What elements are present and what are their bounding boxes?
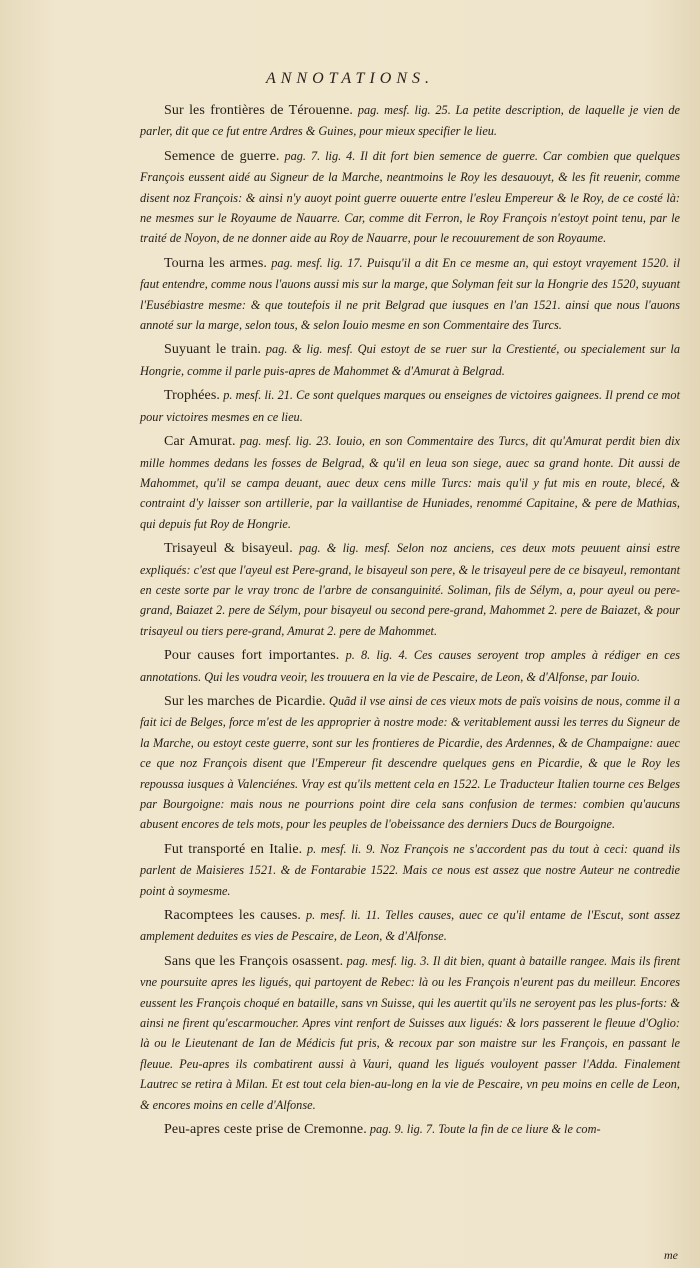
entry-comment: p. 8. lig. 4. Ces causes seroyent trop amples à rédiger en ces annotations. Qui les voudra veoir, les trouuera en la vie de Pescaire, de Leon, & d'Alfonse, par Iouio. <box>140 648 681 684</box>
entry-lemma: Suyuant le train. <box>164 342 262 358</box>
annotation-entry <box>140 645 680 687</box>
entry-comment: pag. & lig. mesf. Selon noz anciens, ces deux mots peuuent ainsi estre expliqués: c'est que l'ayeul est Pere-grand, le bisayeul son pere, & le trisayeul pere de ce bisayeul, remontant en ceste sorte par le vray tronc de l'arbre de consanguinité. Soliman, fils de Sélym, a, pour ayeul ou pere-grand, Baiazet 2. pere de Sélym, pour bisayeul ou second pere-grand, Mahommet 2. pere de Baiazet, & pour trisayeul ou tiers pere-grand, Amurat 2. pere de Mahommet. <box>140 541 680 638</box>
annotation-entry <box>140 538 680 641</box>
annotation-entry <box>140 839 680 901</box>
entry-lemma: Tourna les armes. <box>164 255 267 271</box>
annotation-entry <box>140 339 680 381</box>
entry-lemma: Sur les frontières de Térouenne. <box>164 103 354 118</box>
annotation-entry <box>140 691 680 835</box>
entry-comment: p. mesf. li. 11. Telles causes, auec ce qu'il entame de l'Escut, sont assez amplement deduites es vies de Pescaire, de Leon, & d'Alfonse. <box>140 908 680 944</box>
entry-comment: Quãd il vse ainsi de ces vieux mots de païs voisins de nous, comme il a fait ici de Belges, force m'est de les approprier à nostre mode: & veritablement aussi les terres du Signeur de la Marche, ou estoyt ceste guerre, sont sur les frontieres de Picardie, des Ardennes, & de Champaigne: auec ce que noz François disent que l'Empereur fit descendre quelques gens en Picardie, & que le Roy les repoussa iusques à Valenciénes. Vray est qu'ils mettent cela en 1522. Le Traducteur Italien tourne ces Belges par Bourgoigne: mais nous ne pourrions point dire cela sans confusion de termes: combien qu'aucuns abusent encores de tels mots, pour les peuples de l'obeissance des derniers Ducs de Bourgoigne. <box>140 693 680 832</box>
annotation-entry <box>140 385 680 427</box>
entry-comment: pag. 9. lig. 7. Toute la fin de ce liure & le com- <box>369 1122 601 1137</box>
entry-lemma: Trisayeul & bisayeul. <box>164 541 293 557</box>
entry-lemma: Sur les marches de Picardie. <box>164 693 326 709</box>
entry-lemma: Trophées. <box>164 388 220 404</box>
annotation-entry <box>140 951 680 1115</box>
annotations-body <box>140 100 680 1141</box>
entry-comment: pag. 7. lig. 4. Il dit fort bien semence de guerre. Car combien que quelques François eussent aidé au Signeur de la Marche, neantmoins le Roy les desauouyt, & les fit reuenir, comme disent noz François: & ainsi n'y auoyt point guerre ouuerte entre l'esleu Empereur & le Roy, de ce costé là: ne mesmes sur le Royaume de Nauarre. Car, comme dit Ferron, le Roy François n'estoyt point tenu, par le traité de Noyon, de ne donner aide au Roy de Nauarre, pour le recouurement de son Royaume. <box>140 148 680 246</box>
entry-comment: pag. mesf. lig. 17. Puisqu'il a dit En ce mesme an, qui estoyt vrayement 1520. il faut entendre, comme nous l'auons aussi mis sur la marge, que Solyman feit sur la Hongrie des 1520, suyuant l'Eusébiastre mesme: & que toutefois il ne prit Belgrad que iusques en l'an 1521. ainsi que nous l'auons annoté sur la marge, selon tous, & selon Iouio mesme en son Commentaire des Turcs. <box>140 255 680 333</box>
entry-lemma: Car Amurat. <box>164 434 236 450</box>
entry-comment: pag. mesf. lig. 3. Il dit bien, quant à bataille rangee. Mais ils firent vne poursuite apres les ligués, qui partoyent de Rebec: là ou les François n'eurent pas du meilleur. Encores eussent les François choqué en bataille, sans vn Suisse, qui les auertit qu'ils ne seroyent pas les plus-forts: & ainsi ne firent qu'escarmoucher. Apres vint renfort de Suisses aux ligués: & lors passerent le fleuue d'Oglio: là ou le Lieutenant de Ian de Médicis fut pris, & recoux par son maistre sur les François, en passant le fleuue. Peu-apres ils combatirent aussi à Vauri, quand les ligués vouloyent passer l'Adda. Finalement Lautrec se retira à Milan. Et est tout cela bien-au-long en la vie de Pescaire, vn peu moins en celle de Leon, & encores moins en celle d'Alfonse. <box>140 953 680 1112</box>
entry-comment: p. mesf. li. 9. Noz François ne s'accordent pas du tout à ceci: quand ils parlent de Maisieres 1521. & de Fontarabie 1522. Mais ce nous est assez que nostre Auteur ne contredie point à soymesme. <box>140 841 680 898</box>
entry-comment: pag. & lig. mesf. Qui estoyt de se ruer sur la Crestienté, ou specialement sur la Hongrie, comme il parle puis-apres de Mahommet & d'Amurat à Belgrad. <box>140 342 680 378</box>
annotation-entry <box>140 253 680 336</box>
annotation-entry <box>140 431 680 534</box>
catchword: me <box>664 1248 678 1262</box>
entry-lemma: Pour causes fort importantes. <box>164 648 340 664</box>
entry-comment: pag. mesf. lig. 23. Iouio, en son Commentaire des Turcs, dit qu'Amurat perdit bien dix mille hommes dedans les fosses de Belgrad, & qu'il en leua son siege, auec sa grand honte. Dit aussi de Mahommet, qu'il se campa deuant, auec deux cens mille Turcs: mais qu'il y fut mis en route, blecé, & contraint d'y laisser son artillerie, par la vaillantise de Huniades, renommé Capitaine, & pere de Mathias, qui depuis fut Roy de Hongrie. <box>140 434 680 531</box>
annotation-entry <box>140 100 680 142</box>
running-head: ANNOTATIONS. <box>265 70 434 87</box>
entry-comment: pag. mesf. lig. 25. La petite description, de laquelle je vien de parler, dit que ce fut entre Ardres & Guines, pour mieux specifier le lieu. <box>140 103 680 139</box>
entry-lemma: Sans que les François osassent. <box>164 953 344 969</box>
entry-lemma: Racomptees les causes. <box>164 908 302 924</box>
entry-lemma: Peu-apres ceste prise de Cremonne. <box>164 1122 367 1138</box>
entry-lemma: Fut transporté en Italie. <box>164 841 303 857</box>
annotation-entry <box>140 905 680 947</box>
annotation-entry <box>140 1119 680 1140</box>
entry-lemma: Semence de guerre. <box>164 148 280 164</box>
annotation-entry <box>140 146 680 249</box>
entry-comment: p. mesf. li. 21. Ce sont quelques marques ou enseignes de victoires gaignees. Il prend ce mot pour victoires mesmes en ce lieu. <box>140 388 680 424</box>
